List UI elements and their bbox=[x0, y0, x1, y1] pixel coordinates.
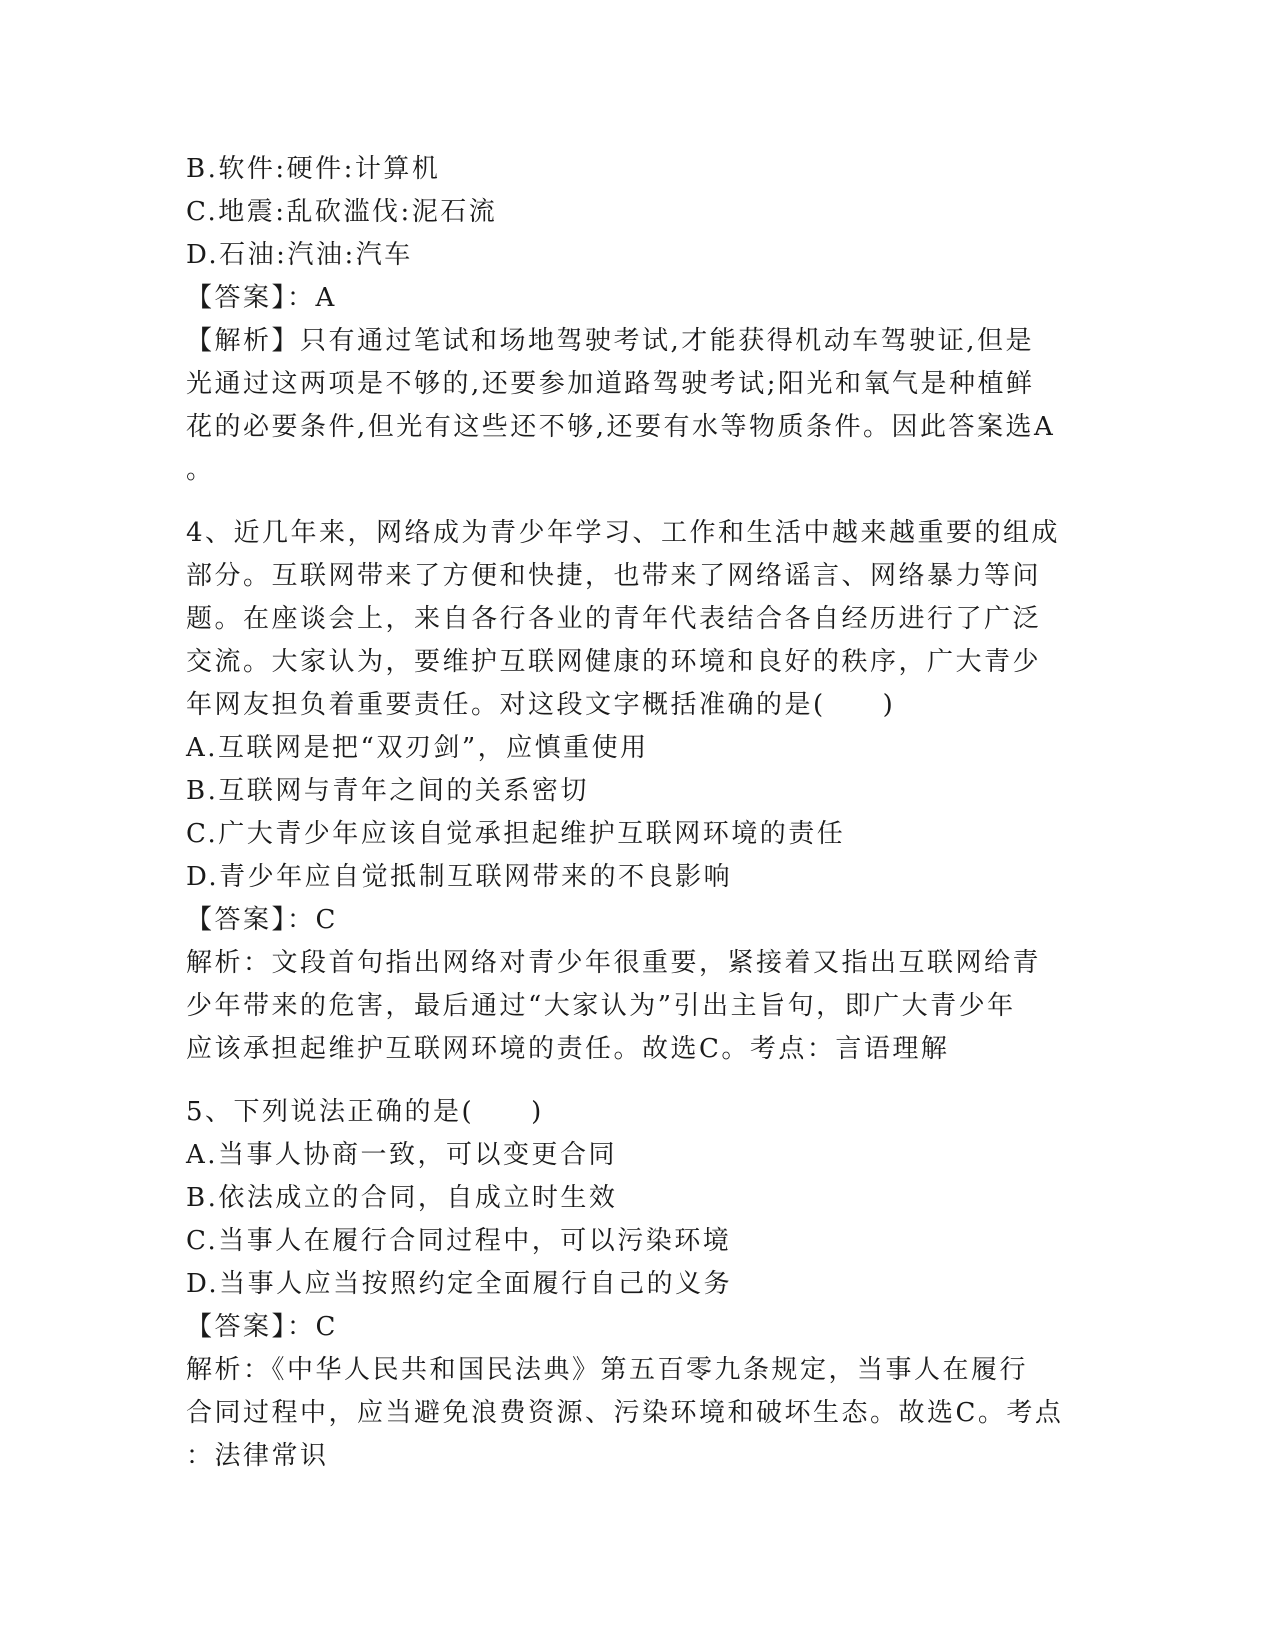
q4-answer: 【答案】：C bbox=[186, 905, 338, 935]
q4-stem-line: 部分。互联网带来了方便和快捷，也带来了网络谣言、网络暴力等问 bbox=[186, 561, 1042, 591]
q5-option-b: B.依法成立的合同，自成立时生效 bbox=[186, 1183, 618, 1213]
q3-analysis-line: 。 bbox=[186, 455, 215, 485]
document-page bbox=[186, 148, 1086, 1478]
q4-stem-line: 题。在座谈会上，来自各行各业的青年代表结合各自经历进行了广泛 bbox=[186, 604, 1042, 634]
q3-option-b: B.软件:硬件:计算机 bbox=[186, 154, 441, 184]
q3-option-d: D.石油:汽油:汽车 bbox=[186, 240, 413, 270]
q3-option-c: C.地震:乱砍滥伐:泥石流 bbox=[186, 197, 498, 227]
q5-answer: 【答案】：C bbox=[186, 1312, 338, 1342]
q3-analysis-line: 光通过这两项是不够的,还要参加道路驾驶考试;阳光和氧气是种植鲜 bbox=[186, 369, 1035, 399]
q5-analysis-line: ：法律常识 bbox=[186, 1441, 329, 1471]
q4-option-a: A.互联网是把“双刃剑”，应慎重使用 bbox=[186, 733, 649, 763]
q4-analysis-line: 应该承担起维护互联网环境的责任。故选C。考点：言语理解 bbox=[186, 1034, 950, 1064]
q3-analysis-line: 花的必要条件,但光有这些还不够,还要有水等物质条件。因此答案选A bbox=[186, 412, 1056, 442]
q4-option-c: C.广大青少年应该自觉承担起维护互联网环境的责任 bbox=[186, 819, 846, 849]
q3-answer: 【答案】：A bbox=[186, 283, 337, 313]
section-gap bbox=[186, 492, 1086, 512]
section-gap bbox=[186, 1071, 1086, 1091]
q5-analysis-line: 合同过程中，应当避免浪费资源、污染环境和破坏生态。故选C。考点 bbox=[186, 1398, 1064, 1428]
q3-analysis-line: 【解析】只有通过笔试和场地驾驶考试,才能获得机动车驾驶证,但是 bbox=[186, 326, 1035, 356]
q5-option-d: D.当事人应当按照约定全面履行自己的义务 bbox=[186, 1269, 733, 1299]
q4-option-b: B.互联网与青年之间的关系密切 bbox=[186, 776, 589, 806]
q5-option-a: A.当事人协商一致，可以变更合同 bbox=[186, 1140, 618, 1170]
q4-stem-line: 4、近几年来，网络成为青少年学习、工作和生活中越来越重要的组成 bbox=[186, 518, 1061, 548]
q4-option-d: D.青少年应自觉抵制互联网带来的不良影响 bbox=[186, 862, 733, 892]
q4-stem-line: 交流。大家认为，要维护互联网健康的环境和良好的秩序，广大青少 bbox=[186, 647, 1042, 677]
q4-stem-line: 年网友担负着重要责任。对这段文字概括准确的是( ) bbox=[186, 690, 896, 720]
q4-analysis-line: 解析：文段首句指出网络对青少年很重要，紧接着又指出互联网给青 bbox=[186, 948, 1042, 978]
q5-stem: 5、下列说法正确的是( ) bbox=[186, 1097, 544, 1127]
q5-analysis-line: 解析：《中华人民共和国民法典》第五百零九条规定，当事人在履行 bbox=[186, 1355, 1029, 1385]
q4-analysis-line: 少年带来的危害，最后通过“大家认为”引出主旨句，即广大青少年 bbox=[186, 991, 1016, 1021]
q5-option-c: C.当事人在履行合同过程中，可以污染环境 bbox=[186, 1226, 732, 1256]
